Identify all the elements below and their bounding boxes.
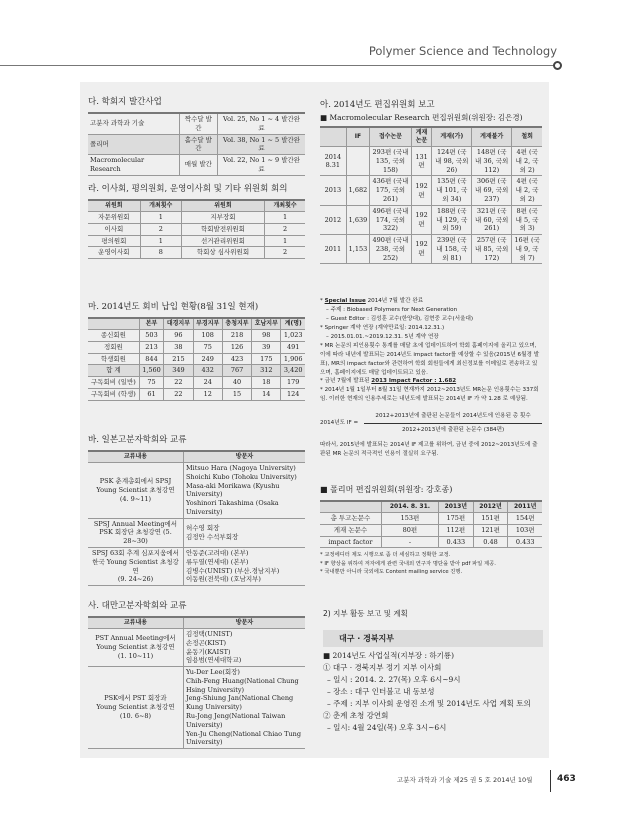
table-cell: 구독회비 (일반) xyxy=(88,377,139,389)
branch-activities xyxy=(323,650,543,734)
note-text: * 국내뿐만 아니라 국외에도 Content mailing service 진행. xyxy=(320,569,463,576)
table-row xyxy=(88,155,305,176)
formula-denominator: 2012+2013년에 출판된 논문수 (384편) xyxy=(401,427,505,434)
table-row xyxy=(320,501,542,513)
table-cell: 접수논문 xyxy=(370,127,411,147)
table-cell: Macromolecular Research xyxy=(88,155,179,176)
table-cell: 179 xyxy=(281,377,305,389)
table-cell: 1,906 xyxy=(281,353,305,365)
table-cell: 본부 xyxy=(139,318,164,330)
note-text: * Springer 계약 연장 (계약만료일: 2014.12.31.) xyxy=(320,324,445,331)
table-cell: 합 계 xyxy=(88,365,139,377)
table-row xyxy=(88,377,305,389)
table-row xyxy=(88,353,305,365)
note-text: * IF 향상을 위하여 저자에게 관련 국내외 연구자 명단을 받아 pdf 파일 제공. xyxy=(320,560,496,567)
visitor: Ru-Jong Jeng(National Taiwan University) xyxy=(185,711,286,729)
content-line: PSK에서 PST 회장과 xyxy=(104,694,167,703)
content-line: SPSJ Annual Meeting에서 xyxy=(93,519,178,528)
visitor: Yen-Ju Cheng(National Chiao Tung University) xyxy=(185,729,302,747)
table-cell: 짝수달 발간 xyxy=(179,113,217,134)
table-row xyxy=(320,205,542,234)
table-row xyxy=(88,318,305,330)
content-line: (10. 6~8) xyxy=(119,711,152,720)
table-row xyxy=(88,330,305,342)
table-cell: 1 xyxy=(265,212,305,224)
content-line: PSK 회장단 초청강연 (5. 28~30) xyxy=(99,528,172,546)
note-text: 따라서, 2015년에 발표되는 2014년 IF 제고를 위하여, 금년 중에 2012~2013년도에 출판된 MR 논문의 적극적인 인용이 절실히 요구됨. xyxy=(320,442,538,458)
publication-section xyxy=(88,95,305,176)
table-cell: 게재논문 xyxy=(411,127,432,147)
note-text: * 금년 7월에 발표된 xyxy=(320,378,372,385)
table-cell: 75 xyxy=(193,341,222,353)
section-title: 아. 2014년도 편집위원회 보고 xyxy=(320,100,435,110)
table-cell: 80편 xyxy=(381,524,438,536)
table-cell: 1 xyxy=(140,235,181,247)
table-cell: 4편 (국내 2, 국외 2) xyxy=(512,147,542,176)
table-cell xyxy=(320,127,346,147)
visitor: Jeng-Shiung Jan(National Cheng Kung University) xyxy=(185,694,294,712)
table-cell: 321편 (국내 60, 국외 261) xyxy=(472,205,512,234)
visitor: 이동원(전북대) (호남지부) xyxy=(185,575,261,584)
table-cell: 방문자 xyxy=(183,451,305,463)
table-cell: 지부장회 xyxy=(181,212,264,224)
table-cell: 38 xyxy=(164,341,193,353)
dues-table xyxy=(88,317,305,401)
table-row xyxy=(88,365,305,377)
table-row xyxy=(88,617,305,629)
section-title: 라. 이사회, 평의원회, 운영이사회 및 기타 위원회 회의 xyxy=(88,184,288,194)
table-row xyxy=(88,629,305,667)
note-text: – 주제 : Biobased Polymers for Next Generation xyxy=(326,306,458,313)
header-circle-ornament xyxy=(553,61,562,70)
table-cell: 8편 (국내 5, 국외 3) xyxy=(512,205,542,234)
table-cell: 257편 (국내 85, 국외 172) xyxy=(472,235,512,264)
table-cell: 1,023 xyxy=(281,330,305,342)
table-cell: 151편 xyxy=(473,513,508,525)
table-cell: 175편 xyxy=(438,513,473,525)
table-row xyxy=(88,200,305,212)
table-cell: 192편 xyxy=(411,235,432,264)
table-cell: 767 xyxy=(222,365,251,377)
table-cell: 306편 (국내 69, 국외 237) xyxy=(472,176,512,205)
table-cell: 학회상 심사위원회 xyxy=(181,247,264,259)
table-cell: 개최횟수 xyxy=(265,200,305,212)
table-cell: 2012년 xyxy=(473,501,508,513)
table-row xyxy=(88,212,305,224)
visitor: Masa-aki Morikawa (Kyushu University) xyxy=(185,481,280,499)
table-cell: 위원회 xyxy=(88,200,140,212)
content-line: Young Scientist 초청강연 xyxy=(96,643,175,652)
mr-table xyxy=(320,126,542,264)
header-rule xyxy=(0,65,554,66)
table-cell: 8 xyxy=(140,247,181,259)
table-cell: 정회원 xyxy=(88,341,139,353)
table-row xyxy=(88,113,305,134)
table-cell: 192편 xyxy=(411,176,432,205)
table-cell: 249 xyxy=(193,353,222,365)
footer-citation: 고분자 과학과 기술 제25 권 5 호 2014년 10월 xyxy=(397,776,533,784)
content-line: (4. 9~11) xyxy=(119,494,152,503)
exchange-content xyxy=(88,547,183,585)
visitors xyxy=(183,463,305,519)
table-cell: 40 xyxy=(222,377,251,389)
table-cell: impact factor xyxy=(320,536,381,548)
table-cell: 2013년 xyxy=(438,501,473,513)
table-row xyxy=(88,134,305,155)
table-cell: 0.433 xyxy=(508,536,542,548)
table-cell: 방문자 xyxy=(183,617,305,629)
table-cell: 22 xyxy=(164,377,193,389)
table-row xyxy=(88,463,305,519)
visitors xyxy=(183,518,305,547)
visitor: 김병수(UNIST) (부산.경남지부) xyxy=(185,566,280,575)
table-row xyxy=(88,451,305,463)
dues-section xyxy=(88,300,305,401)
table-cell: 2012 xyxy=(320,205,346,234)
table-cell: 학생회원 xyxy=(88,353,139,365)
table-cell: 2 xyxy=(265,223,305,235)
table-row xyxy=(88,247,305,259)
table-cell: 운영이사회 xyxy=(88,247,140,259)
table-cell: 103편 xyxy=(508,524,542,536)
visitor: 김정택(UNIST) xyxy=(185,630,233,639)
visitor: 윤동기(KAIST) xyxy=(185,647,231,656)
table-cell: 491 xyxy=(281,341,305,353)
table-cell: 98 xyxy=(252,330,281,342)
japan-table xyxy=(88,450,305,586)
mr-subtitle: ■ Macromolecular Research 편집위원회(위원장: 김은경) xyxy=(320,113,523,122)
section-title: 마. 2014년도 회비 납입 현황(8월 31일 현재) xyxy=(88,302,259,312)
polymer-table xyxy=(320,500,542,548)
table-cell: 게재 논문수 xyxy=(320,524,381,536)
table-cell: 436편 (국내 175, 국외 261) xyxy=(370,176,411,205)
formula-label: 2014년도 IF = xyxy=(320,420,359,427)
table-cell: 188편 (국내 129, 국외 59) xyxy=(432,205,472,234)
table-row xyxy=(88,341,305,353)
table-cell: 교류내용 xyxy=(88,617,183,629)
table-cell: 2014. 8. 31. xyxy=(381,501,438,513)
taiwan-table xyxy=(88,616,305,749)
mr-subtitle-text: Macromolecular Research 편집위원회(위원장: 김은경) xyxy=(329,113,523,122)
table-cell: 75 xyxy=(139,377,164,389)
table-cell: 선거관리위원회 xyxy=(181,235,264,247)
table-cell: 평의원회 xyxy=(88,235,140,247)
table-cell: 2013 xyxy=(320,176,346,205)
table-cell: 종신회원 xyxy=(88,330,139,342)
section-title: 2) 지부 활동 보고 및 계획 xyxy=(323,609,408,618)
table-cell: 1 xyxy=(265,235,305,247)
if-formula xyxy=(320,412,542,435)
table-row xyxy=(88,388,305,400)
table-cell: IF xyxy=(346,127,370,147)
table-cell: 2011년 xyxy=(508,501,542,513)
branch-bar: 대구 · 경북지부 xyxy=(323,630,543,647)
table-cell: 844 xyxy=(139,353,164,365)
table-cell xyxy=(346,147,370,176)
table-cell: 2011 xyxy=(320,235,346,264)
table-cell: 고분자 과학과 기술 xyxy=(88,113,179,134)
table-cell: 432 xyxy=(193,365,222,377)
visitors xyxy=(183,547,305,585)
note-text: – Guest Editor : 김성훈 교수(한양대), 김현중 교수(서울대) xyxy=(326,315,474,322)
table-cell xyxy=(88,318,139,330)
table-cell: 0.48 xyxy=(473,536,508,548)
formula-numerator: 2012+2013년에 출판된 논문들이 2014년도에 인용된 총 횟수 xyxy=(364,412,542,424)
japan-section xyxy=(88,433,305,586)
content-line: (1. 10~11) xyxy=(117,652,154,660)
activity-line: – 주제 : 지부 이사회 운영진 소개 및 2014년도 사업 계획 토의 xyxy=(327,699,531,708)
visitor: 김정안 수석부회장 xyxy=(185,532,239,541)
table-cell: 503 xyxy=(139,330,164,342)
table-row xyxy=(88,235,305,247)
table-cell: - xyxy=(381,536,438,548)
note-text: * 2014년 1월 1일부터 8월 31일 현재까지 2012~2013년도 MR논문 인용횟수는 337회임. 이러한 현재의 인용추세로는 내년도에 발표되는 2014년 IF 가 약 1.28 로 예상됨. xyxy=(320,387,539,403)
table-cell: 학회발전위원회 xyxy=(181,223,264,235)
activity-line: – 일시: 4월 24일(목) 오후 3시~6시 xyxy=(327,723,447,732)
page-number: 463 xyxy=(557,774,576,784)
table-cell: 구독회비 (학생) xyxy=(88,388,139,400)
content-line: SPSJ 63회 추계 심포지움에서 xyxy=(92,548,179,557)
activity-line: ① 대구 · 경북지부 정기 지부 이사회 xyxy=(323,663,442,672)
table-cell: 폴리머 xyxy=(88,134,179,155)
table-cell: 112편 xyxy=(438,524,473,536)
table-row xyxy=(88,547,305,585)
table-cell: 매월 발간 xyxy=(179,155,217,176)
content-line: 한국 Young Scientist 초청강연 xyxy=(92,557,179,575)
meetings-section xyxy=(88,182,305,259)
section-title: 다. 학회지 발간사업 xyxy=(88,97,162,107)
table-cell: 124편 (국내 98, 국외 26) xyxy=(432,147,472,176)
section-title: 사. 대만고분자학회와 교류 xyxy=(88,601,187,611)
table-cell: 홀수달 발간 xyxy=(179,134,217,155)
table-cell: 개최횟수 xyxy=(140,200,181,212)
section-title: 바. 일본고분자학회와 교류 xyxy=(88,435,187,445)
polymer-notes xyxy=(320,551,542,576)
visitors xyxy=(183,667,305,749)
table-cell: 154편 xyxy=(508,513,542,525)
table-cell: 18 xyxy=(252,377,281,389)
table-cell: 2 xyxy=(140,223,181,235)
exchange-content xyxy=(88,667,183,749)
table-cell: 0.433 xyxy=(438,536,473,548)
note-text: * MR 논문의 피인용횟수 통계를 매달 초에 업데이트하여 학회 홈페이지에 올리고 있으며, 이에 따라 내년에 발표되는 2014년도 impact factor를 예상할 수 있음(2015년 6월경 발표), MR의 impact factor와 관련하여 학회 회원들에게 최신정보를 이메일로 전송하고 있으며, 홈페이지에도 매달 업데이트되고 있음. xyxy=(320,342,540,376)
visitor: Mitsuo Hara (Nagoya University) xyxy=(185,464,296,473)
table-cell: 총 투고논문수 xyxy=(320,513,381,525)
table-cell: 423 xyxy=(222,353,251,365)
impact-factor-highlight: 2013 Impact Factor : 1.682 xyxy=(371,378,457,385)
table-cell: 215 xyxy=(164,353,193,365)
table-cell: 2014 8.31 xyxy=(320,147,346,176)
table-cell: 충청지부 xyxy=(222,318,251,330)
table-row xyxy=(320,235,542,264)
visitor: Yu-Der Lee(회장) xyxy=(185,668,240,677)
table-cell: 126 xyxy=(222,341,251,353)
activity-line: – 일시 : 2014. 2. 27(목) 오후 6시~9시 xyxy=(327,675,461,684)
table-cell: 게재(가) xyxy=(432,127,472,147)
table-cell: 121편 xyxy=(473,524,508,536)
table-cell: 1,682 xyxy=(346,176,370,205)
table-cell: 239편 (국내 158, 국외 81) xyxy=(432,235,472,264)
table-cell: 39 xyxy=(252,341,281,353)
editorial-section xyxy=(320,98,542,264)
content-line: Young Scientist 초청강연 xyxy=(96,703,175,712)
table-row xyxy=(88,667,305,749)
polymer-subtitle-text: 폴리머 편집위원회(위원장: 강호종) xyxy=(330,485,453,494)
table-cell: 철회 xyxy=(512,127,542,147)
visitors xyxy=(183,629,305,667)
table-row xyxy=(320,176,542,205)
table-cell: 1,560 xyxy=(139,365,164,377)
exchange-content xyxy=(88,518,183,547)
table-cell: 349 xyxy=(164,365,193,377)
table-cell: 계(명) xyxy=(281,318,305,330)
content-line: (9. 24~26) xyxy=(117,575,154,584)
table-cell: 24 xyxy=(193,377,222,389)
table-cell: Vol. 38, No 1 ~ 5 발간완료 xyxy=(218,134,305,155)
table-cell: 12 xyxy=(193,388,222,400)
mr-notes: * Special Issue 2014년 7월 발간 완료 – 주제 : Biobased Polymers for Next Generation – Guest Editor : 김성훈 교수(한양대), 김현중 교수(서울대) * Springer 계약 연장 (계약만료일: 2014.12.31.) – 2015.01.01.~2019.12.31. 5년 계약 연장 * MR 논문의 피인용횟수 통계를 매달 초에 업데이트하여 학회 홈페이지에 올리고 있으며, 이에 따라 내년에 발표되는 2014년도 impact factor를 예상할 수 있음(2015년 6월경 발표), MR의 impact factor와 관련하여 학회 회원들에게 최신정보를 이메일로 전송하고 있으며, 홈페이지에도 매달 업데이트되고 있음. * 금년 7월에 발표된 2013 Impact Factor : 1.682 * 2014년 1월 1일부터 8월 31일 현재까지 2012~2013년도 MR논문 인용횟수는 337회임. 이러한 현재의 인용추세로는 내년도에 발표되는 2014년 IF 가 약 1.28 로 예상됨. 2014년도 IF = $\frac{\text{2012+2013년에 출판된 논문들이 2014년도에 인용된 총 횟수}}{\text{2012+2013년에 출판된 논문수 (384편)}}$ 따라서, 2015년에 발표되는 2014년 IF 제고를 위하여, 금년 중에 2012~2013년도에 출판된 MR 논문의 적극적인 인용이 절실히 요구됨. xyxy=(320,297,542,459)
visitor: 임용범(연세대학교) xyxy=(185,656,242,665)
content-line: Young Scientist 초청강연 xyxy=(96,486,175,494)
table-cell: 자문위원회 xyxy=(88,212,140,224)
activity-line: – 장소 : 대구 인터불고 내 동보성 xyxy=(327,687,435,696)
polymer-editorial-section xyxy=(320,484,542,577)
table-cell xyxy=(320,501,381,513)
publication-table xyxy=(88,112,305,176)
polymer-subtitle: ■ 폴리머 편집위원회(위원장: 강호종) xyxy=(320,485,453,494)
table-cell: 이사회 xyxy=(88,223,140,235)
content-line: PSK 춘계총회에서 SPSJ xyxy=(99,477,172,486)
table-row xyxy=(320,536,542,548)
table-row xyxy=(320,524,542,536)
table-cell: 16편 (국내 9, 국외 7) xyxy=(512,235,542,264)
table-cell: 192편 xyxy=(411,205,432,234)
table-cell: 496편 (국내 174, 국외 322) xyxy=(370,205,411,234)
note-text: – 2015.01.01.~2019.12.31. 5년 계약 연장 xyxy=(326,333,439,340)
table-cell: 148편 (국내 36, 국외 112) xyxy=(472,147,512,176)
table-cell: 1,153 xyxy=(346,235,370,264)
visitor: 안동준(고려대) (본부) xyxy=(185,548,249,557)
table-cell: 15 xyxy=(222,388,251,400)
table-cell: 게재불가 xyxy=(472,127,512,147)
table-cell: 96 xyxy=(164,330,193,342)
visitor: Shoichi Kubo (Tohoku University) xyxy=(185,472,297,481)
table-cell: 호남지부 xyxy=(252,318,281,330)
table-row xyxy=(88,223,305,235)
table-cell: 312 xyxy=(252,365,281,377)
note-text: 2014년 7월 발간 완료 xyxy=(365,298,424,304)
table-cell: 부경지부 xyxy=(193,318,222,330)
journal-header: Polymer Science and Technology xyxy=(368,44,557,58)
table-cell: 교류내용 xyxy=(88,451,183,463)
exchange-content xyxy=(88,629,183,667)
table-cell: 61 xyxy=(139,388,164,400)
special-issue-link: Special Issue xyxy=(324,298,366,304)
exchange-content xyxy=(88,463,183,519)
visitor: 류두열(연세대) (본부) xyxy=(185,557,249,566)
table-cell: 131편 xyxy=(411,147,432,176)
table-row xyxy=(320,513,542,525)
table-row xyxy=(88,518,305,547)
table-cell: Vol. 22, No 1 ~ 9 발간완료 xyxy=(218,155,305,176)
table-cell: 1 xyxy=(140,212,181,224)
branch-section xyxy=(323,608,543,734)
table-cell: 124 xyxy=(281,388,305,400)
footer-divider xyxy=(550,770,551,792)
table-cell: 213 xyxy=(139,341,164,353)
table-cell: 위원회 xyxy=(181,200,264,212)
meetings-table xyxy=(88,199,305,259)
visitor: Yoshinori Takashima (Osaka University) xyxy=(185,499,279,516)
activity-line: ■ 2014년도 사업실적(지부장 : 하기룡) xyxy=(323,651,455,660)
activity-line: ② 춘계 초청 강연회 xyxy=(323,711,389,720)
table-cell: 218 xyxy=(222,330,251,342)
table-cell: 2 xyxy=(265,247,305,259)
visitor: 손정곤(KIST) xyxy=(185,638,227,647)
content-line: PST Annual Meeting에서 xyxy=(95,634,176,643)
visitor: 허수영 회장 xyxy=(185,524,220,533)
table-cell: 3,420 xyxy=(281,365,305,377)
table-cell: 22 xyxy=(164,388,193,400)
table-cell: 175 xyxy=(252,353,281,365)
table-cell: 135편 (국내 101, 국외 34) xyxy=(432,176,472,205)
taiwan-section xyxy=(88,599,305,749)
note-text: * 교정에디터 제도 시행으로 좀 더 세심하고 정확한 교정. xyxy=(320,552,451,559)
table-cell: 대경지부 xyxy=(164,318,193,330)
table-row xyxy=(320,147,542,176)
table-cell: 490편 (국내 238, 국외 252) xyxy=(370,235,411,264)
table-cell: 4편 (국내 2, 국외 2) xyxy=(512,176,542,205)
table-cell: 108 xyxy=(193,330,222,342)
table-cell: 153편 xyxy=(381,513,438,525)
table-row xyxy=(320,127,542,147)
visitor: Chih-Feng Huang(National Chung Hsing University) xyxy=(185,676,299,694)
table-cell: 1,639 xyxy=(346,205,370,234)
table-cell: 14 xyxy=(252,388,281,400)
table-cell: Vol. 25, No 1 ~ 4 발간완료 xyxy=(218,113,305,134)
table-cell: 293편 (국내 135, 국외 158) xyxy=(370,147,411,176)
